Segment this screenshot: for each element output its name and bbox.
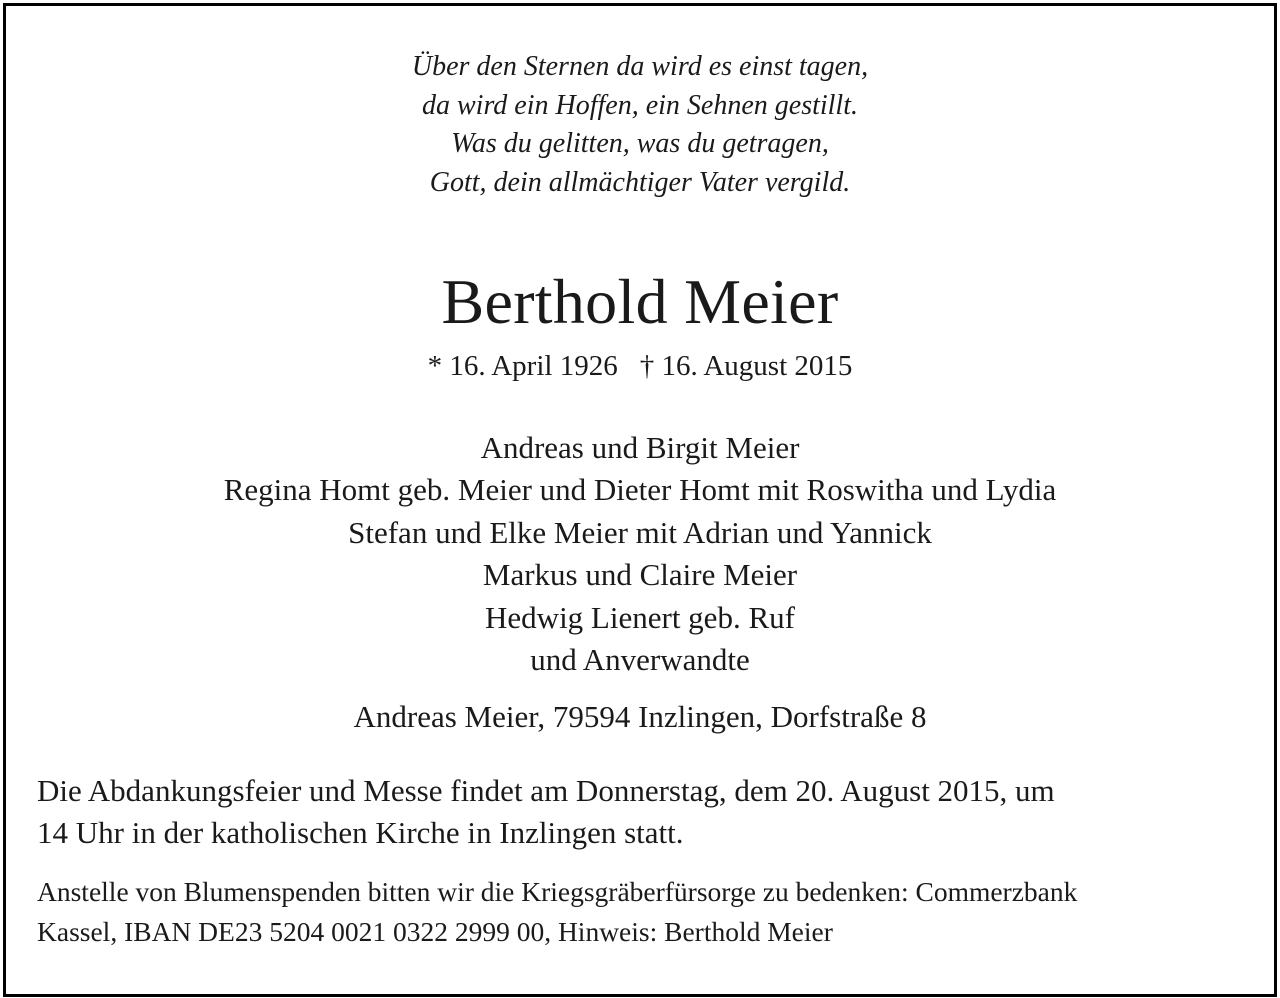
life-dates [6, 346, 1274, 386]
mourner-line: und Anverwandte [530, 642, 750, 678]
mourner-line: Regina Homt geb. Meier und Dieter Homt mit Roswitha und Lydia [223, 472, 1057, 508]
obituary-notice [3, 3, 1277, 997]
donation-line: Kassel, IBAN DE23 5204 0021 0322 2999 00, Hinweis: Berthold Meier [37, 916, 833, 947]
donation-line: Anstelle von Blumenspenden bitten wir die Kriegsgräberfürsorge zu bedenken: Commerzbank [37, 876, 1078, 907]
poem-line: da wird ein Hoffen, ein Sehnen gestillt. [421, 89, 858, 121]
poem-line: Gott, dein allmächtiger Vater vergild. [429, 166, 851, 198]
birth-date: * 16. April 1926 [427, 350, 618, 382]
poem-line: Über den Sternen da wird es einst tagen, [411, 51, 869, 82]
mourner-line: Stefan und Elke Meier mit Adrian und Yannick [348, 514, 932, 550]
contact-address: Andreas Meier, 79594 Inzlingen, Dorfstraße 8 [353, 699, 927, 734]
ceremony-notice [37, 770, 1254, 854]
poem-line: Was du gelitten, was du getragen, [451, 128, 829, 159]
mourner-line: Markus und Claire Meier [482, 557, 798, 593]
deceased-name: Berthold Meier [441, 266, 839, 337]
ceremony-line: Die Abdankungsfeier und Messe findet am Donnerstag, dem 20. August 2015, um [37, 773, 1055, 808]
death-date: † 16. August 2015 [639, 350, 853, 382]
mourner-line: Hedwig Lienert geb. Ruf [485, 599, 795, 635]
ceremony-line: 14 Uhr in der katholischen Kirche in Inzlingen statt. [37, 815, 684, 850]
mourner-line: Andreas und Birgit Meier [480, 430, 800, 465]
mourners-list [6, 427, 1274, 681]
memorial-poem [6, 48, 1274, 202]
donation-notice [37, 872, 1254, 952]
